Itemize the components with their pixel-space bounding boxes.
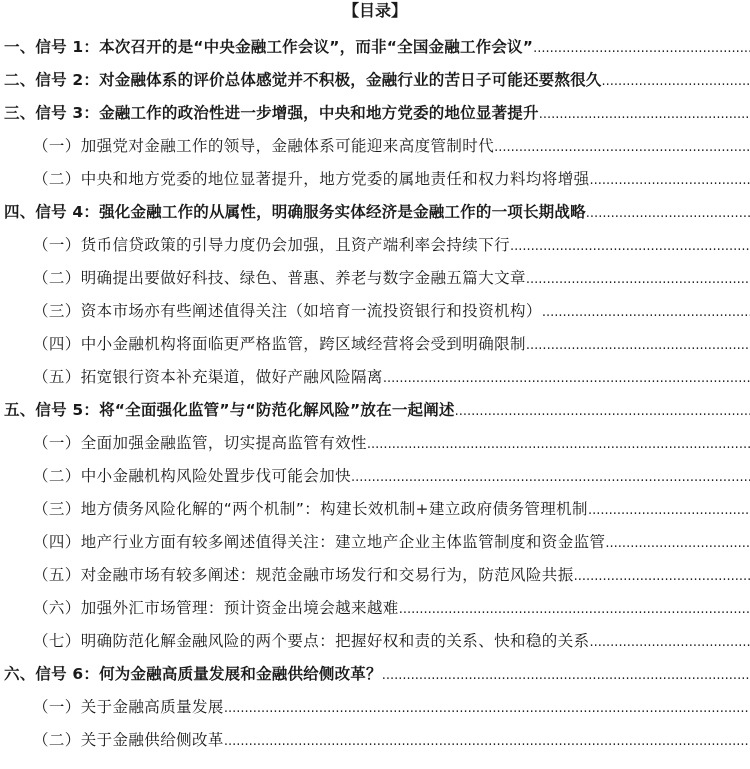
toc-subentry[interactable] <box>0 427 750 460</box>
toc-entry-text: （三）资本市场亦有些阐述值得关注（如培育一流投资银行和投资机构） <box>33 302 542 320</box>
dot-leader <box>494 131 750 163</box>
dot-leader <box>367 428 750 460</box>
toc-entry[interactable] <box>0 31 750 64</box>
dot-leader <box>526 329 750 361</box>
toc-entry-text: （三）地方债务风险化解的“两个机制”：构建长效机制+建立政府债务管理机制 <box>33 500 588 518</box>
toc-entry-text: （五）拓宽银行资本补充渠道，做好产融风险隔离 <box>33 368 383 386</box>
toc-entry-text: （四）中小金融机构将面临更严格监管，跨区域经营将会受到明确限制 <box>33 335 526 353</box>
toc-subentry[interactable] <box>0 163 750 196</box>
toc-entry-text: 一、信号 1：本次召开的是“中央金融工作会议”，而非“全国金融工作会议” <box>4 38 534 56</box>
toc-entry-text: （二）关于金融供给侧改革 <box>33 731 224 749</box>
toc-entry-text: （一）加强党对金融工作的领导，金融体系可能迎来高度管制时代 <box>33 137 495 155</box>
toc-entry-text: （一）关于金融高质量发展 <box>33 698 224 716</box>
toc-subentry[interactable] <box>0 361 750 394</box>
dot-leader <box>588 494 750 526</box>
toc-subentry[interactable] <box>0 295 750 328</box>
dot-leader <box>605 527 750 559</box>
toc-subentry[interactable] <box>0 592 750 625</box>
toc-subentry[interactable] <box>0 559 750 592</box>
toc-subentry[interactable] <box>0 262 750 295</box>
toc-subentry[interactable] <box>0 691 750 724</box>
toc-entry-text: （七）明确防范化解金融风险的两个要点：把握好权和责的关系、快和稳的关系 <box>33 632 590 650</box>
toc-entry-text: 三、信号 3：金融工作的政治性进一步增强，中央和地方党委的地位显著提升 <box>4 104 539 122</box>
dot-leader <box>510 230 750 262</box>
toc-subentry[interactable] <box>0 130 750 163</box>
toc-entry-text: （六）加强外汇市场管理：预计资金出境会越来越难 <box>33 599 399 617</box>
toc-entry[interactable] <box>0 394 750 427</box>
toc-subentry[interactable] <box>0 328 750 361</box>
dot-leader <box>539 98 750 130</box>
toc-entry-text: （四）地产行业方面有较多阐述值得关注：建立地产企业主体监管制度和资金监管 <box>33 533 606 551</box>
dot-leader <box>586 197 750 229</box>
toc-entry[interactable] <box>0 196 750 229</box>
toc-entry-text: 六、信号 6：何为金融高质量发展和金融供给侧改革？ <box>4 665 382 683</box>
dot-leader <box>455 395 750 427</box>
toc-subentry[interactable] <box>0 460 750 493</box>
toc-entry-text: （一）货币信贷政策的引导力度仍会加强，且资产端利率会持续下行 <box>33 236 511 254</box>
toc-entry-text: 五、信号 5：将“全面强化监管”与“防范化解风险”放在一起阐述 <box>4 401 455 419</box>
dot-leader <box>526 263 750 295</box>
toc-entry-text: 二、信号 2：对金融体系的评价总体感觉并不积极，金融行业的苦日子可能还要熬很久 <box>4 71 602 89</box>
toc-subentry[interactable] <box>0 493 750 526</box>
dot-leader <box>224 692 750 724</box>
toc-title: 【目录】 <box>342 1 407 20</box>
toc-entry-text: （二）中小金融机构风险处置步伐可能会加快 <box>33 467 352 485</box>
dot-leader <box>399 593 750 625</box>
dot-leader <box>224 725 750 757</box>
toc-entry-text: 四、信号 4：强化金融工作的从属性，明确服务实体经济是金融工作的一项长期战略 <box>4 203 586 221</box>
toc-entry-text: （五）对金融市场有较多阐述：规范金融市场发行和交易行为，防范风险共振 <box>33 566 574 584</box>
toc-subentry[interactable] <box>0 229 750 262</box>
toc-entry[interactable] <box>0 658 750 691</box>
dot-leader <box>351 461 750 493</box>
dot-leader <box>542 296 750 328</box>
dot-leader <box>533 32 750 64</box>
toc-entry-text: （二）中央和地方党委的地位显著提升，地方党委的属地责任和权力料均将增强 <box>33 170 590 188</box>
dot-leader <box>383 362 750 394</box>
toc-subentry[interactable] <box>0 625 750 658</box>
dot-leader <box>590 164 750 196</box>
dot-leader <box>590 626 750 658</box>
toc-subentry[interactable] <box>0 526 750 559</box>
toc-entry-text: （一）全面加强金融监管，切实提高监管有效性 <box>33 434 367 452</box>
toc-list <box>0 31 750 757</box>
toc-entry[interactable] <box>0 64 750 97</box>
toc-entry[interactable] <box>0 97 750 130</box>
dot-leader <box>574 560 750 592</box>
dot-leader <box>601 65 750 97</box>
toc-entry-text: （二）明确提出要做好科技、绿色、普惠、养老与数字金融五篇大文章 <box>33 269 526 287</box>
toc-subentry[interactable] <box>0 724 750 757</box>
dot-leader <box>382 659 750 691</box>
